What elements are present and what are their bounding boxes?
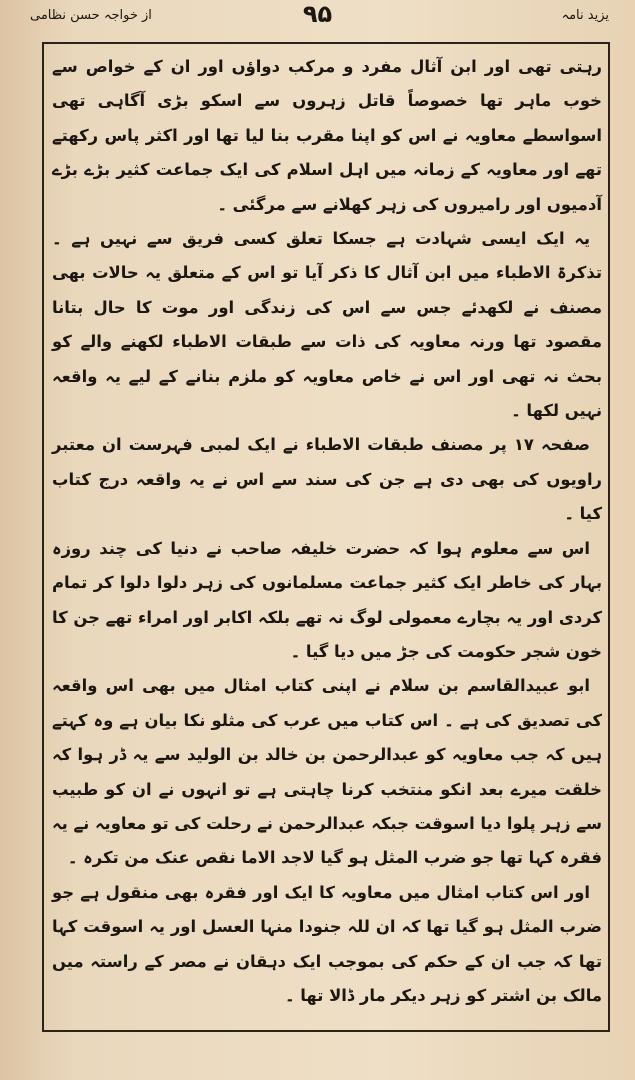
header-author: از خواجہ حسن نظامی <box>30 8 152 23</box>
paragraph-4: اس سے معلوم ہوا کہ حضرت خلیفہ صاحب نے دنیا کی چند روزہ بہار کی خاطر ایک کثیر جماعت مسلمانوں کی زہر دلوا دلوا کر تمام کردی اور یہ بچارے معمولی لوگ نہ تھے بلکہ اکابر اور امراء تھے جن کا خون شجر حکومت کی جڑ میں دیا گیا ۔ <box>52 538 602 661</box>
page-number: ۹۵ <box>302 0 333 28</box>
paragraph-1: رہتی تھی اور ابن آثال مفرد و مرکب دواؤں اور ان کے خواص سے خوب ماہر تھا خصوصاً قاتل زہروں سے اسکو بڑی آگاہی تھی اسواسطے معاویہ نے اس کو اپنا مقرب بنا لیا تھا اور اکثر پاس رکھتے تھے اور معاویہ کے زمانہ میں اہل اسلام کی ایک جماعت کثیر بڑے بڑے آدمیوں اور رامیروں کی زہر کھلانے سے مرگئی ۔ <box>52 57 602 214</box>
paragraph-3: صفحہ ۱۷ پر مصنف طبقات الاطباء نے ایک لمبی فہرست ان معتبر راویوں کی بھی دی ہے جن کی سند سے اس نے یہ واقعہ درج کتاب کیا ۔ <box>52 435 602 524</box>
paragraph-5: ابو عبیدالقاسم بن سلام نے اپنی کتاب امثال میں بھی اس واقعہ کی تصدیق کی ہے ۔ اس کتاب میں عرب کی مثلو نکا بیان ہے وہ کہتے ہیں کہ جب معاویہ کو عبدالرحمن بن خالد بن الولید سے یہ ڈر ہوا کہ خلقت میرے بعد انکو منتخب کرنا چاہتی ہے تو انہوں نے ان کو طبیب سے زہر پلوا دیا اسوقت جبکہ عبدالرحمن نے رحلت کی تو معاویہ نے یہ فقرہ کہا تھا جو ضرب المثل ہو گیا لاجد الاما نقص عنک من تکرہ ۔ <box>52 676 602 868</box>
header-book-title: یزید نامہ <box>561 8 609 23</box>
paragraph-2: یہ ایک ایسی شہادت ہے جسکا تعلق کسی فریق سے نہیں ہے ۔ تذکرۃ الاطباء میں ابن آثال کا ذکر آیا تو اس کے متعلق یہ حالات بھی مصنف نے لکھدئے جس سے اس کی زندگی اور موت کا حال بتانا مقصود تھا ورنہ معاویہ کی ذات سے طبقات الاطباء لکھنے والے کو بحث نہ تھی اور اس نے خاص معاویہ کو ملزم بنانے کے لیے یہ واقعہ نہیں لکھا ۔ <box>52 229 602 421</box>
page-body <box>52 50 602 1013</box>
paragraph-6: اور اس کتاب امثال میں معاویہ کا ایک اور فقرہ بھی منقول ہے جو ضرب المثل ہو گیا تھا کہ ان للہ جنودا منہا العسل اور یہ اسوقت کہا تھا کہ جب ان کے حکم کی بموجب ایک دہقان نے مصر کے راستہ میں مالک بن اشتر کو زہر دیکر مار ڈالا تھا ۔ <box>52 882 602 1005</box>
page-header <box>0 0 635 36</box>
